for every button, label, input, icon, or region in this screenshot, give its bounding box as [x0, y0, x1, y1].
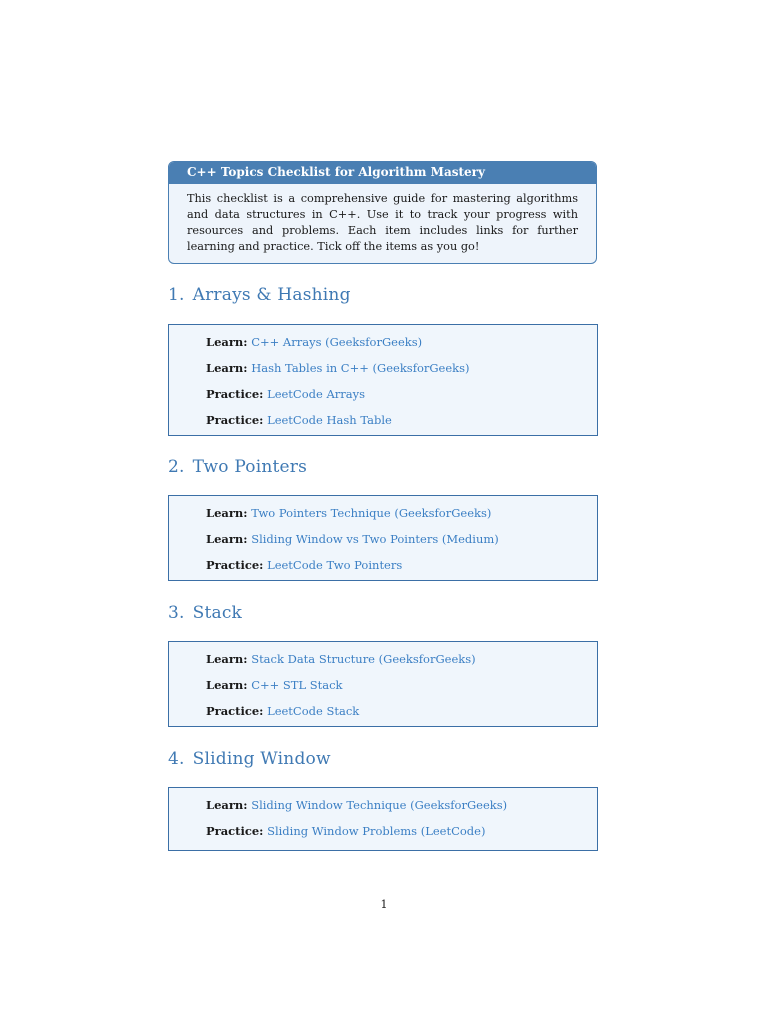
list-item — [206, 796, 597, 822]
list-item — [206, 385, 597, 411]
intro-box — [168, 161, 597, 264]
resource-link[interactable]: LeetCode Arrays — [267, 387, 366, 401]
list-item — [206, 359, 597, 385]
list-item — [206, 702, 597, 728]
intro-title: C++ Topics Checklist for Algorithm Mastery — [169, 162, 596, 184]
resource-link[interactable]: Sliding Window vs Two Pointers (Medium) — [251, 532, 499, 546]
resource-kind: Learn: — [206, 361, 248, 375]
resource-kind: Learn: — [206, 798, 248, 812]
resource-link[interactable]: C++ STL Stack — [251, 678, 343, 692]
resource-kind: Practice: — [206, 413, 264, 427]
section-title: Stack — [192, 603, 243, 623]
resource-kind: Learn: — [206, 678, 248, 692]
resource-box-sliding-window — [168, 787, 598, 851]
resource-link[interactable]: LeetCode Two Pointers — [267, 558, 403, 572]
list-item — [206, 411, 597, 437]
resource-link[interactable]: LeetCode Hash Table — [267, 413, 392, 427]
list-item — [206, 650, 597, 676]
section-title: Sliding Window — [192, 749, 331, 769]
resource-kind: Learn: — [206, 652, 248, 666]
resource-kind: Learn: — [206, 532, 248, 546]
resource-kind: Practice: — [206, 704, 264, 718]
list-item — [206, 676, 597, 702]
resource-kind: Practice: — [206, 558, 264, 572]
intro-body: This checklist is a comprehensive guide for mastering algorithms and data structures in C++. Use it to track your progress with resources and problems. Each item includes links for further learning and practice. Tick off the items as you go! — [187, 192, 578, 253]
section-number: 4. — [168, 749, 185, 769]
resource-link[interactable]: Sliding Window Technique (GeeksforGeeks) — [251, 798, 508, 812]
list-item — [206, 333, 597, 359]
section-heading-two-pointers — [168, 457, 307, 477]
section-title: Arrays & Hashing — [192, 285, 351, 305]
resource-box-arrays-hashing — [168, 324, 598, 436]
resource-kind: Learn: — [206, 506, 248, 520]
section-number: 1. — [168, 285, 185, 305]
resource-link[interactable]: Hash Tables in C++ (GeeksforGeeks) — [251, 361, 470, 375]
section-heading-sliding-window — [168, 749, 331, 769]
section-heading-stack — [168, 603, 242, 623]
resource-kind: Practice: — [206, 387, 264, 401]
list-item — [206, 822, 597, 848]
resource-kind: Learn: — [206, 335, 248, 349]
list-item — [206, 530, 597, 556]
section-number: 2. — [168, 457, 185, 477]
resource-box-stack — [168, 641, 598, 727]
section-title: Two Pointers — [192, 457, 308, 477]
list-item — [206, 556, 597, 582]
resource-box-two-pointers — [168, 495, 598, 581]
resource-kind: Practice: — [206, 824, 264, 838]
resource-link[interactable]: C++ Arrays (GeeksforGeeks) — [251, 335, 423, 349]
resource-link[interactable]: LeetCode Stack — [267, 704, 360, 718]
resource-link[interactable]: Sliding Window Problems (LeetCode) — [267, 824, 486, 838]
resource-link[interactable]: Stack Data Structure (GeeksforGeeks) — [251, 652, 476, 666]
section-number: 3. — [168, 603, 185, 623]
resource-link[interactable]: Two Pointers Technique (GeeksforGeeks) — [251, 506, 492, 520]
section-heading-arrays-hashing — [168, 285, 351, 305]
list-item — [206, 504, 597, 530]
page-number: 1 — [380, 898, 388, 911]
